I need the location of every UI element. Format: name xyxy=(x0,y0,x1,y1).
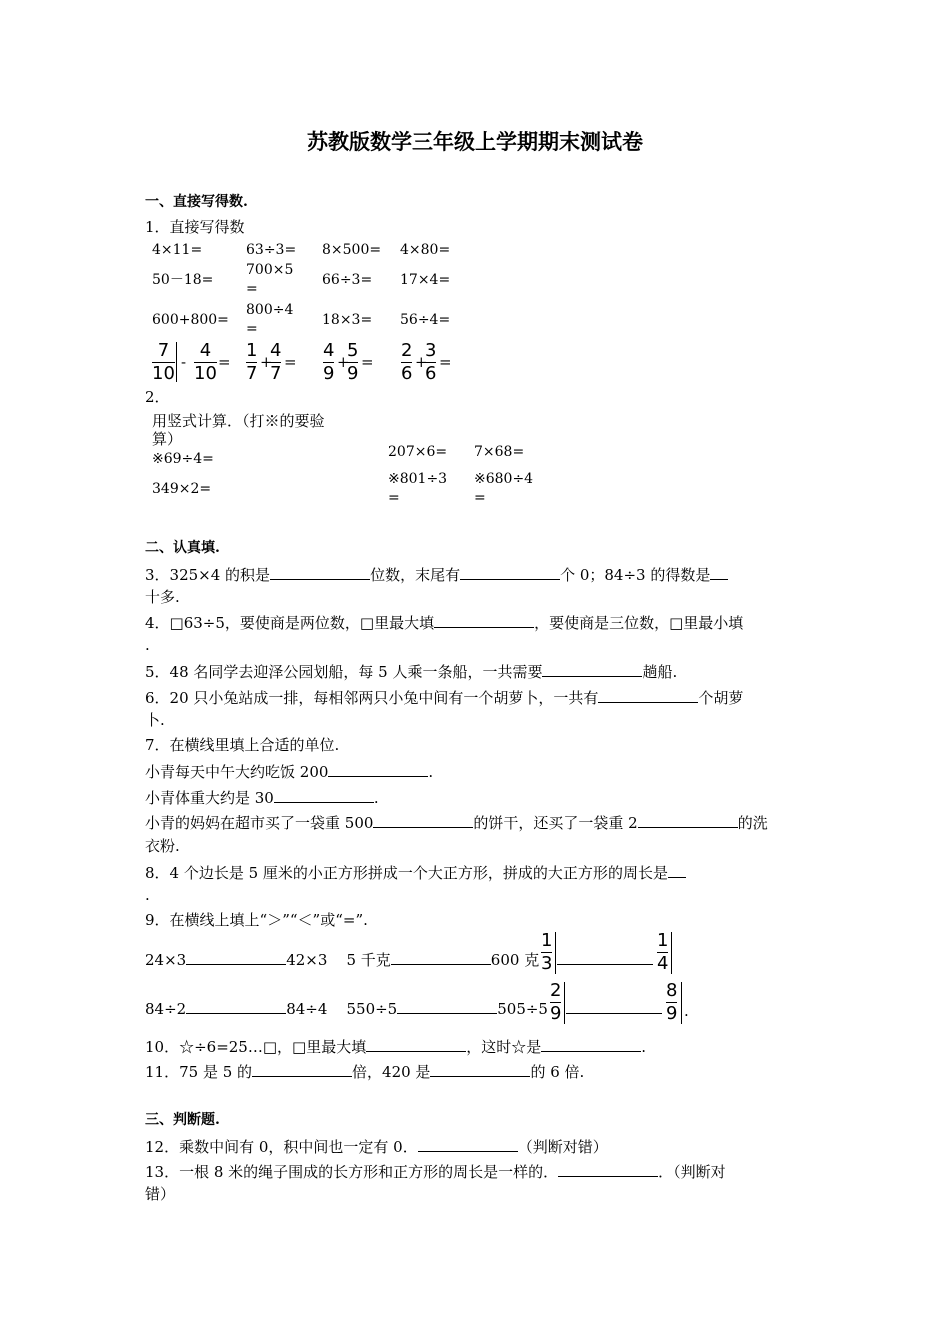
question-3: 3．325×4 的积是 位数，末尾有 个 0；84÷3 的得数是 xyxy=(145,565,728,584)
question-7-cont: 衣粉. xyxy=(145,837,180,855)
calc-item: 700×5 xyxy=(246,262,294,278)
calc-item: 18×3= xyxy=(322,312,373,328)
question-9: 9．在横线上填上“＞”“＜”或“=”. xyxy=(145,911,368,929)
question-13: 13．一根 8 米的绳子围成的长方形和正方形的周长是一样的． ．（判断对 xyxy=(145,1163,726,1181)
compare-blank-wrap xyxy=(557,950,653,969)
fraction-divider xyxy=(564,982,565,1024)
calc-item: 8×500= xyxy=(322,242,382,258)
answer-blank[interactable] xyxy=(252,1062,352,1077)
fraction: 3 6 xyxy=(425,340,437,384)
q2-instruction: 用竖式计算．（打※的要验 xyxy=(152,412,325,430)
fraction: 4 7 xyxy=(270,340,282,384)
fraction-divider xyxy=(681,982,682,1024)
question-3-cont: 十多. xyxy=(145,588,180,606)
question-6-cont: 卜. xyxy=(145,711,165,729)
answer-blank[interactable] xyxy=(186,999,286,1014)
calc-item-eq: = xyxy=(246,281,258,297)
question-13-cont: 错） xyxy=(145,1185,176,1203)
question-4-cont: . xyxy=(145,636,150,654)
answer-blank[interactable] xyxy=(668,863,686,878)
answer-blank[interactable] xyxy=(566,999,662,1014)
answer-blank[interactable] xyxy=(391,950,491,965)
calc-item: 349×2= xyxy=(152,481,212,497)
calc-item-eq: = xyxy=(388,490,400,506)
calc-item-eq: = xyxy=(474,490,486,506)
answer-blank[interactable] xyxy=(460,565,560,580)
calc-item: 7×68= xyxy=(474,444,525,460)
answer-blank[interactable] xyxy=(638,813,738,828)
answer-blank[interactable] xyxy=(397,999,497,1014)
compare-row-2: 84÷2 84÷4 550÷5 505÷5 xyxy=(145,1000,548,1018)
period: . xyxy=(684,1002,689,1020)
answer-blank[interactable] xyxy=(541,1037,641,1052)
question-5: 5．48 名同学去迎泽公园划船，每 5 人乘一条船，一共需要 趟船. xyxy=(145,663,678,681)
page-title: 苏教版数学三年级上学期期末测试卷 xyxy=(307,130,643,154)
question-12: 12．乘数中间有 0，积中间也一定有 0． （判断对错） xyxy=(145,1138,608,1156)
calc-item: 4×80= xyxy=(400,242,451,258)
fraction: 8 9 xyxy=(666,980,678,1024)
fraction: 4 10 xyxy=(194,340,217,384)
calc-item: 50－18= xyxy=(152,272,214,288)
fraction-divider xyxy=(555,932,556,974)
calc-item: 17×4= xyxy=(400,272,451,288)
q2-number: 2． xyxy=(145,388,170,406)
fraction: 1 3 xyxy=(541,930,553,974)
answer-blank[interactable] xyxy=(558,1162,658,1177)
operator: + xyxy=(260,353,273,371)
calc-item: 207×6= xyxy=(388,444,448,460)
calc-item-eq: = xyxy=(246,321,258,337)
q1-label: 1．直接写得数 xyxy=(145,218,245,236)
calc-item: 800÷4 xyxy=(246,302,294,318)
calc-item: ※69÷4= xyxy=(152,451,214,467)
answer-blank[interactable] xyxy=(598,688,698,703)
section-3-heading: 三、判断题. xyxy=(145,1112,220,1128)
equals: = xyxy=(284,353,297,371)
fraction: 4 9 xyxy=(323,340,335,384)
answer-blank[interactable] xyxy=(710,565,728,580)
question-11: 11．75 是 5 的 倍，420 是 的 6 倍. xyxy=(145,1063,585,1081)
fraction-divider xyxy=(176,342,177,382)
compare-blank-wrap xyxy=(566,999,662,1018)
equals: = xyxy=(361,353,374,371)
fraction: 5 9 xyxy=(347,340,359,384)
answer-blank[interactable] xyxy=(430,1062,530,1077)
answer-blank[interactable] xyxy=(270,565,370,580)
answer-blank[interactable] xyxy=(366,1037,466,1052)
answer-blank[interactable] xyxy=(186,950,286,965)
calc-item: 66÷3= xyxy=(322,272,373,288)
calc-item: 4×11= xyxy=(152,242,203,258)
operator: - xyxy=(181,353,187,371)
fraction: 7 10 xyxy=(152,340,175,384)
compare-row-1: 24×3 42×3 5 千克 600 克 xyxy=(145,951,540,969)
answer-blank[interactable] xyxy=(274,788,374,803)
calc-item: 56÷4= xyxy=(400,312,451,328)
question-7: 7．在横线里填上合适的单位. xyxy=(145,736,340,754)
operator: + xyxy=(415,353,428,371)
answer-blank[interactable] xyxy=(434,613,534,628)
equals: = xyxy=(439,353,452,371)
question-4: 4．□63÷5，要使商是两位数，□里最大填 ，要使商是三位数，□里最小填 xyxy=(145,614,744,632)
fraction: 1 7 xyxy=(246,340,258,384)
operator: + xyxy=(337,353,350,371)
section-1-heading: 一、直接写得数. xyxy=(145,194,248,210)
calc-item: ※801÷3 xyxy=(388,471,448,487)
calc-item: ※680÷4 xyxy=(474,471,534,487)
equals: = xyxy=(218,353,231,371)
answer-blank[interactable] xyxy=(373,813,473,828)
question-6: 6．20 只小兔站成一排，每相邻两只小兔中间有一个胡萝卜，一共有 个胡萝 xyxy=(145,689,744,707)
question-7-item: 小青的妈妈在超市买了一袋重 500 的饼干，还买了一袋重 2 的洗 xyxy=(145,814,768,832)
fraction: 2 9 xyxy=(550,980,562,1024)
calc-item: 600+800= xyxy=(152,312,229,328)
question-10: 10．☆÷6=25…□，□里最大填 ，这时☆是 . xyxy=(145,1038,646,1056)
fraction: 1 4 xyxy=(657,930,669,974)
answer-blank[interactable] xyxy=(328,762,428,777)
fraction-divider xyxy=(671,932,672,974)
q2-instruction-cont: 算） xyxy=(152,430,183,448)
fraction: 2 6 xyxy=(401,340,413,384)
answer-blank[interactable] xyxy=(542,662,642,677)
answer-blank[interactable] xyxy=(418,1137,518,1152)
answer-blank[interactable] xyxy=(557,950,653,965)
question-8-cont: . xyxy=(145,886,150,904)
question-7-item: 小青每天中午大约吃饭 200 . xyxy=(145,763,434,781)
calc-item: 63÷3= xyxy=(246,242,297,258)
question-7-item: 小青体重大约是 30 . xyxy=(145,789,379,807)
question-8: 8．4 个边长是 5 厘米的小正方形拼成一个大正方形，拼成的大正方形的周长是 xyxy=(145,863,686,882)
section-2-heading: 二、认真填. xyxy=(145,540,220,556)
